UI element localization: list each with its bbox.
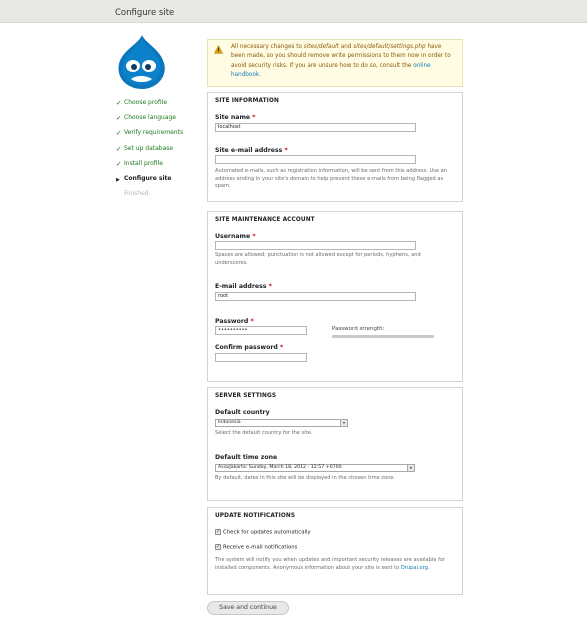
page-title: Configure site: [115, 8, 175, 18]
email-notifications-row[interactable]: [215, 544, 297, 551]
confirm-password-input[interactable]: [215, 353, 307, 362]
dropdown-arrow-icon: ▾: [340, 420, 347, 426]
site-name-label: Site name *: [215, 114, 256, 121]
confirm-password-label: Confirm password *: [215, 344, 284, 351]
drupal-org-link[interactable]: Drupal.org: [400, 564, 428, 571]
warning-message: [207, 39, 463, 87]
update-notifications-fieldset: [207, 507, 463, 595]
step-configure-site: [116, 174, 183, 189]
email-notifications-label: Receive e-mail notifications: [223, 544, 298, 551]
site-maintenance-account-fieldset: [207, 211, 463, 382]
step-choose-profile: [116, 98, 183, 113]
check-updates-label: Check for updates automatically: [223, 529, 311, 536]
account-email-input[interactable]: root: [215, 292, 416, 301]
warning-path: sites/default/settings.php: [353, 44, 426, 50]
warning-path: sites/default: [303, 44, 339, 50]
save-and-continue-button[interactable]: Save and continue: [207, 601, 289, 615]
fieldset-legend: SITE INFORMATION: [215, 98, 279, 104]
required-marker: *: [284, 147, 288, 154]
password-label: Password *: [215, 318, 254, 325]
step-label: Verify requirements: [124, 129, 184, 137]
drupal-logo: [112, 33, 172, 91]
server-settings-fieldset: [207, 387, 463, 501]
online-handbook-link[interactable]: online handbook: [231, 62, 431, 79]
default-timezone-select[interactable]: [215, 464, 415, 472]
fieldset-legend: UPDATE NOTIFICATIONS: [215, 513, 296, 519]
step-finished: [116, 189, 183, 204]
site-email-input[interactable]: [215, 155, 416, 164]
check-icon: ✓: [116, 114, 122, 123]
check-updates-row[interactable]: [215, 529, 311, 536]
default-country-select[interactable]: [215, 419, 348, 427]
warning-text: All necessary changes to: [231, 44, 304, 50]
current-step-arrow-icon: ▶: [116, 176, 120, 183]
username-label: Username *: [215, 233, 256, 240]
username-input[interactable]: [215, 241, 416, 250]
site-name-input[interactable]: localhost: [215, 123, 416, 132]
account-email-label: E-mail address *: [215, 283, 272, 290]
warning-triangle-icon: [214, 45, 223, 54]
fieldset-legend: SERVER SETTINGS: [215, 393, 277, 399]
default-timezone-label: Default time zone: [215, 454, 278, 461]
check-icon: ✓: [116, 129, 122, 138]
update-notifications-description: The system will notify you when updates and important security releases are available for installed components. Anonymous information about your site is sent to Drupal.org.: [215, 557, 446, 571]
required-marker: *: [252, 114, 256, 121]
step-label: Choose language: [124, 114, 176, 122]
warning-text: .: [259, 72, 261, 79]
check-icon: ✓: [116, 144, 122, 153]
step-label: Configure site: [124, 174, 172, 182]
required-marker: *: [252, 233, 256, 240]
default-timezone-description: By default, dates in this site will be displayed in the chosen time zone.: [215, 475, 396, 481]
step-label: Choose profile: [124, 99, 168, 106]
password-input[interactable]: ••••••••••: [215, 326, 307, 335]
password-strength-bar: [332, 335, 434, 338]
step-label: Set up database: [124, 144, 174, 152]
fieldset-legend: SITE MAINTENANCE ACCOUNT: [215, 217, 315, 223]
step-verify-requirements: [116, 128, 183, 143]
install-steps: [116, 98, 183, 204]
check-icon: ✓: [116, 159, 122, 168]
selected-timezone: Asia/Jakarta: Sunday, March 18, 2012 - 12:57 +0700: [218, 465, 342, 470]
site-information-fieldset: [207, 92, 463, 202]
username-description: Spaces are allowed; punctuation is not allowed except for periods, hyphens, and underscores.: [215, 252, 421, 266]
required-marker: *: [268, 283, 272, 290]
default-country-description: Select the default country for the site.: [215, 430, 313, 436]
dropdown-arrow-icon: ▾: [407, 465, 414, 471]
default-country-label: Default country: [215, 409, 270, 416]
step-set-up-database: [116, 144, 183, 159]
step-label: Install profile: [124, 159, 163, 167]
checkbox-checked-icon[interactable]: ✓: [216, 544, 221, 550]
required-marker: *: [250, 318, 254, 325]
required-marker: *: [280, 344, 284, 351]
site-email-label: Site e-mail address *: [215, 147, 288, 154]
checkbox-checked-icon[interactable]: ✓: [216, 529, 221, 535]
step-install-profile: [116, 159, 183, 174]
warning-text: and: [338, 44, 354, 50]
step-label: Finished: [124, 190, 149, 198]
step-choose-language: [116, 113, 183, 128]
password-strength-label: Password strength:: [332, 326, 385, 332]
warning-text: have been made, so you should remove write permissions to them now in order to avoid security risks. If you are unsure how to do so, consult the: [231, 44, 451, 69]
check-icon: ✓: [116, 99, 122, 107]
selected-country: Indonesia: [218, 420, 241, 425]
site-email-description: Automated e-mails, such as registration information, will be sent from this address. Use an address ending in your site's domain to help prevent these e-mails from being flagged as spam.: [215, 168, 448, 190]
page-header: [0, 0, 587, 23]
